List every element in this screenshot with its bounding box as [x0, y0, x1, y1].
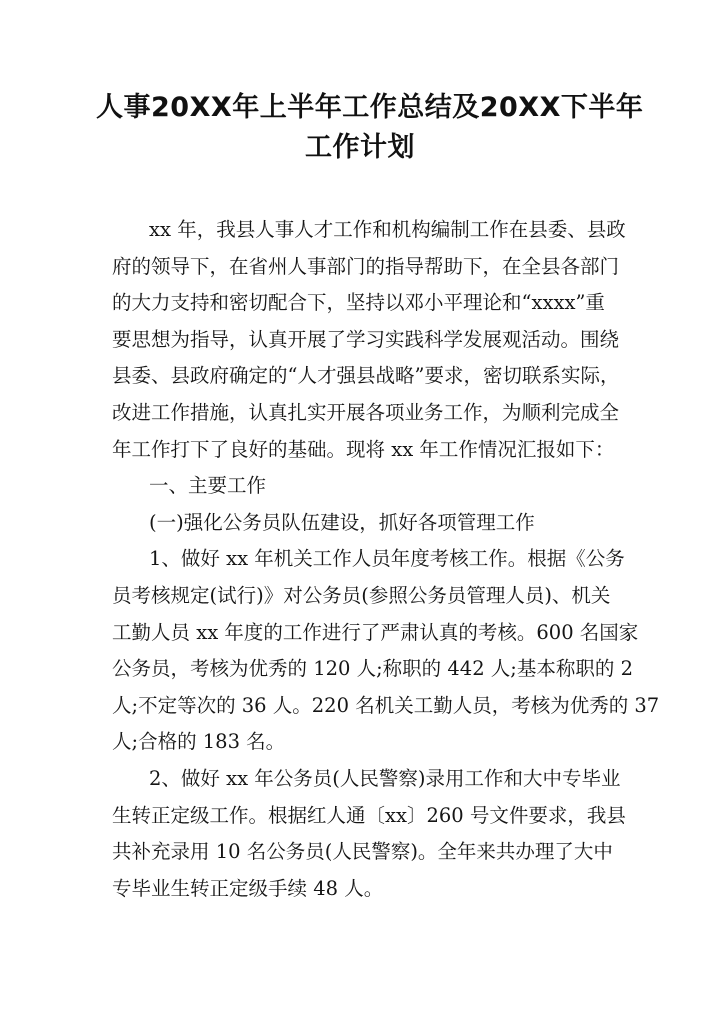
paragraph-line: 府的领导下，在省州人事部门的指导帮助下，在全县各部门 [112, 254, 620, 278]
paragraph-line: 2、做好 xx 年公务员(人民警察)录用工作和大中专毕业 [149, 766, 621, 790]
section-heading-line: 一、主要工作 [149, 474, 267, 498]
paragraph-line: 生转正定级工作。根据红人通〔xx〕260 号文件要求，我县 [112, 803, 626, 827]
paragraph-line: 共补充录用 10 名公务员(人民警察)。全年来共办理了大中 [112, 840, 613, 864]
title-line-2: 工作计划 [305, 132, 415, 163]
paragraph-item-1 [112, 541, 660, 761]
paragraph-item-2 [112, 761, 626, 907]
paragraph-line: 工勤人员 xx 年度的工作进行了严肃认真的考核。600 名国家 [112, 620, 639, 644]
paragraph-line: 员考核规定(试行)》对公务员(参照公务员管理人员)、机关 [112, 583, 611, 607]
section-heading [112, 468, 606, 505]
paragraph-line: 专毕业生转正定级手续 48 人。 [112, 876, 384, 900]
paragraph-line: xx 年，我县人事人才工作和机构编制工作在县委、县政 [149, 218, 626, 241]
paragraph-line: 要思想为指导，认真开展了学习实践科学发展观活动。围绕 [112, 327, 620, 351]
paragraph-line: 公务员，考核为优秀的 120 人;称职的 442 人;基本称职的 2 [112, 657, 633, 681]
paragraph-line: 1、做好 xx 年机关工作人员年度考核工作。根据《公务 [149, 547, 625, 571]
paragraph-line: 县委、县政府确定的“人才强县战略”要求，密切联系实际， [112, 364, 620, 388]
subsection-heading-line: (一)强化公务员队伍建设，抓好各项管理工作 [149, 510, 535, 534]
document-title [96, 88, 644, 168]
paragraph-line: 年工作打下了良好的基础。现将 xx 年工作情况汇报如下： [112, 437, 615, 461]
document-body [112, 212, 660, 907]
paragraph-line: 人;不定等次的 36 人。220 名机关工勤人员，考核为优秀的 37 [112, 693, 660, 717]
paragraph-line: 改进工作措施，认真扎实开展各项业务工作，为顺利完成全 [112, 400, 620, 424]
paragraph-line: 的大力支持和密切配合下，坚持以邓小平理论和“xxxx”重 [112, 291, 605, 315]
paragraph-intro [112, 212, 626, 468]
paragraph-line: 人;合格的 183 名。 [112, 730, 286, 754]
title-line-1: 人事20XX年上半年工作总结及20XX下半年 [96, 92, 644, 123]
subsection-heading [112, 505, 606, 542]
